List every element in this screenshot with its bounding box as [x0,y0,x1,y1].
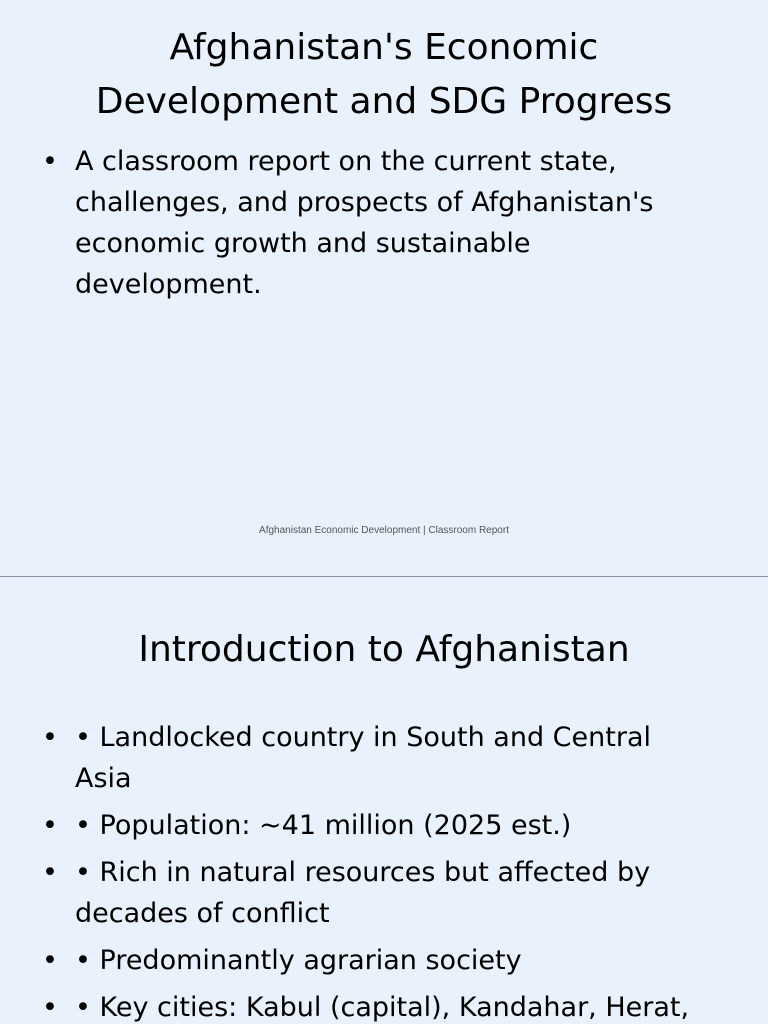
bullet-item [40,987,690,1024]
bullet-marker: • [42,992,58,1023]
title-line-2: Development and SDG Progress [95,81,673,122]
bullet-item [40,141,690,305]
slide-title [40,21,728,129]
bullet-marker: • [42,146,58,177]
title-line-1: Afghanistan's Economic [169,27,599,68]
bullet-item [40,717,690,799]
bullet-text: • Key cities: Kabul (capital), Kandahar, Herat, [75,992,690,1023]
bullet-item [40,805,690,846]
bullet-list [40,717,690,1024]
bullet-text: A classroom report on the current state, challenges, and prospects of Afghanistan's economic growth and sustainable development. [75,146,654,300]
bullet-text: • Landlocked country in South and Central Asia [75,722,651,794]
bullet-text: • Rich in natural resources but affected by decades of conflict [75,857,651,929]
bullet-text: • Population: ~41 million (2025 est.) [75,810,572,841]
bullet-marker: • [42,722,58,753]
bullet-list [40,141,690,311]
slide-title: Introduction to Afghanistan [138,629,630,670]
bullet-marker: • [42,810,58,841]
bullet-marker: • [42,945,58,976]
bullet-marker: • [42,857,58,888]
slide-footer: Afghanistan Economic Development | Classroom Report [259,525,509,536]
bullet-item [40,852,690,934]
bullet-text: • Predominantly agrarian society [75,945,522,976]
bullet-item [40,940,690,981]
slide-2 [0,577,768,1024]
